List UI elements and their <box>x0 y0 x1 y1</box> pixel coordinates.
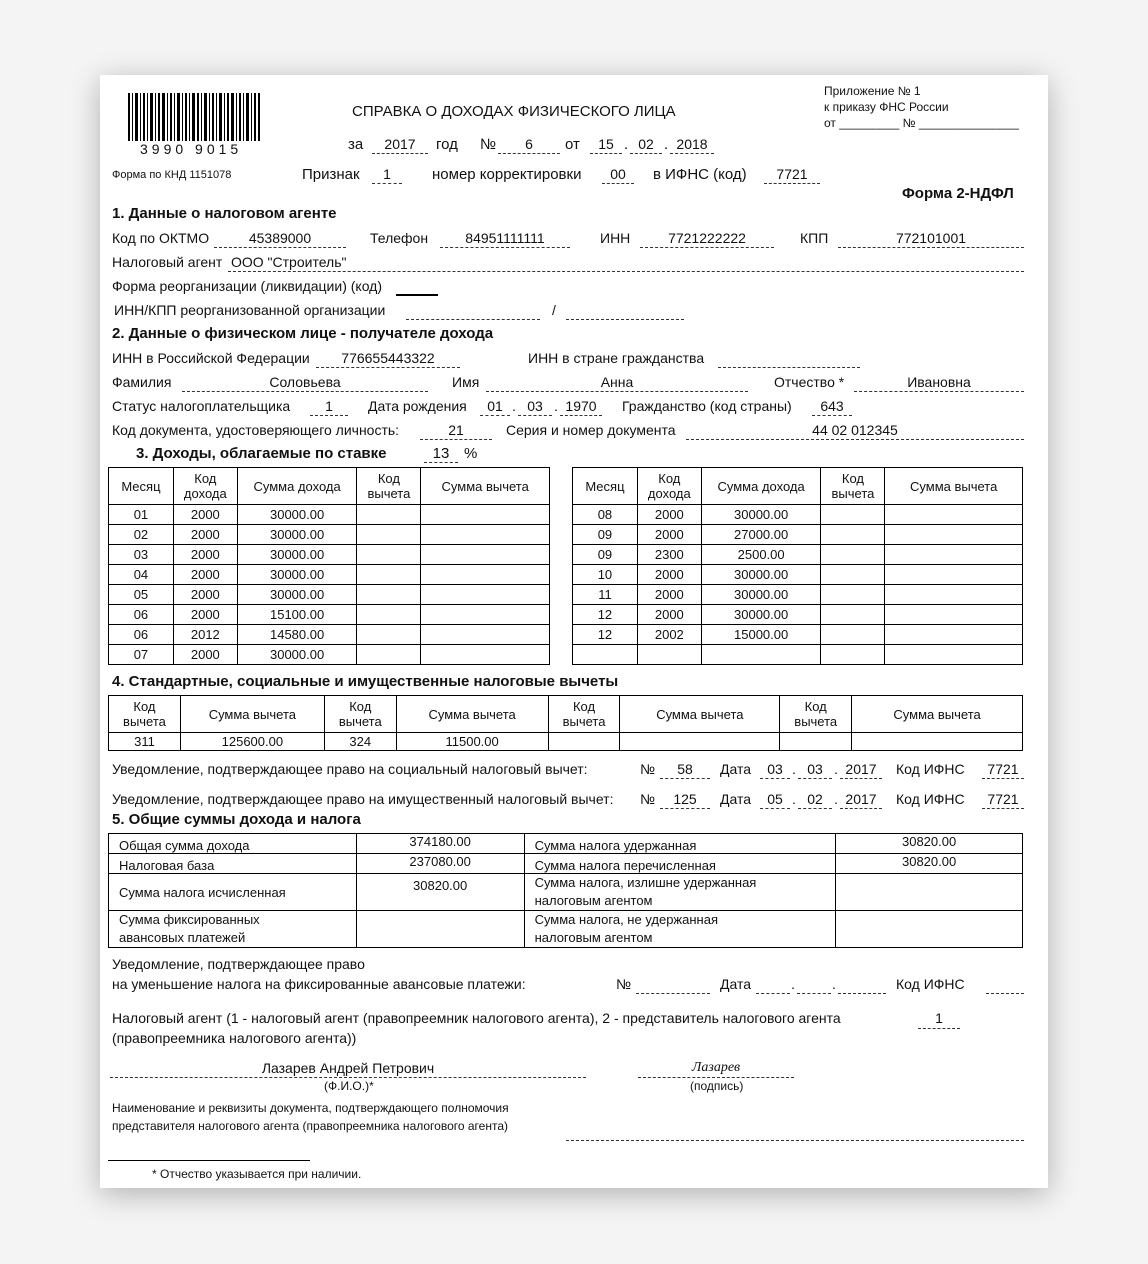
agent-type-line-2: (правопреемника налогового агента)) <box>112 1030 357 1046</box>
table-row <box>573 525 1023 545</box>
income-left-cell[interactable] <box>421 625 550 645</box>
income-left-cell[interactable]: 2000 <box>173 505 237 525</box>
income-left-cell[interactable]: 30000.00 <box>237 545 357 565</box>
agent-label: Налоговый агент <box>112 254 223 270</box>
tax-calc-label: Сумма налога исчисленная <box>109 874 357 911</box>
social-notice-ifns[interactable]: 7721 <box>987 761 1019 777</box>
form-name: Форма 2-НДФЛ <box>902 185 1014 202</box>
rate-pct: % <box>464 445 478 462</box>
deduction-header-4: Код вычета <box>548 696 620 733</box>
doc-code-value[interactable]: 21 <box>448 422 464 438</box>
income-left-cell[interactable]: 05 <box>109 585 174 605</box>
income-right-cell[interactable] <box>821 565 885 585</box>
income-left-cell[interactable] <box>421 605 550 625</box>
authority-doc-line-2: представителя налогового агента (правопреемника налогового агента) <box>112 1119 508 1133</box>
page-title: СПРАВКА О ДОХОДАХ ФИЗИЧЕСКОГО ЛИЦА <box>352 103 676 120</box>
income-left-cell[interactable] <box>357 505 421 525</box>
income-left-cell[interactable]: 03 <box>109 545 174 565</box>
income-right-cell[interactable]: 2002 <box>637 625 701 645</box>
totals-table <box>108 833 1023 948</box>
income-right-cell[interactable] <box>821 585 885 605</box>
income-left-cell[interactable] <box>421 545 550 565</box>
section-2-title: 2. Данные о физическом лице - получателе дохода <box>112 325 494 342</box>
income-right-cell[interactable]: 30000.00 <box>701 585 821 605</box>
table-row <box>573 545 1023 565</box>
ifns-value[interactable]: 7721 <box>776 166 808 182</box>
citizenship-label: Гражданство (код страны) <box>622 398 792 414</box>
deductions-table <box>108 695 1023 751</box>
appendix-line-3: от _________ № _______________ <box>824 116 1019 130</box>
table-row <box>573 605 1023 625</box>
property-notice-label: Уведомление, подтверждающее право на имущественный налоговый вычет: <box>112 791 614 807</box>
excess-label: Сумма налога, излишне удержанная налоговым агентом <box>524 874 836 911</box>
income-left-cell[interactable]: 01 <box>109 505 174 525</box>
deduction-cell[interactable]: 311 <box>109 733 181 751</box>
income-right-cell[interactable] <box>821 505 885 525</box>
property-notice-month[interactable]: 02 <box>807 791 823 807</box>
income-left-cell[interactable]: 30000.00 <box>237 565 357 585</box>
god-label: год <box>436 136 458 153</box>
income-right-header-1: Код дохода <box>637 468 701 505</box>
not-withheld-value[interactable] <box>836 911 1023 948</box>
table-row <box>573 565 1023 585</box>
deduction-header-6: Код вычета <box>780 696 852 733</box>
income-left-cell[interactable] <box>421 585 550 605</box>
advance-notice-day[interactable] <box>756 993 790 994</box>
income-right-cell[interactable] <box>885 605 1023 625</box>
tax-calc-value[interactable]: 30820.00 <box>356 874 524 911</box>
withheld-value[interactable]: 30820.00 <box>836 834 1023 854</box>
oktmo-value[interactable]: 45389000 <box>248 230 312 246</box>
income-right-cell[interactable]: 2300 <box>637 545 701 565</box>
status-label: Статус налогоплательщика <box>112 398 291 414</box>
table-row <box>109 525 550 545</box>
income-left-cell[interactable] <box>357 585 421 605</box>
income-left-cell[interactable]: 2012 <box>173 625 237 645</box>
phone-label: Телефон <box>370 230 429 246</box>
table-row <box>109 585 550 605</box>
income-left-cell[interactable]: 15100.00 <box>237 605 357 625</box>
income-table-right <box>572 467 1023 665</box>
excess-value[interactable] <box>836 874 1023 911</box>
deduction-cell[interactable] <box>852 733 1023 751</box>
income-left-cell[interactable]: 2000 <box>173 525 237 545</box>
income-left-header-2: Сумма дохода <box>237 468 357 505</box>
social-notice-label: Уведомление, подтверждающее право на социальный налоговый вычет: <box>112 761 588 777</box>
income-left-cell[interactable]: 2000 <box>173 565 237 585</box>
authority-doc-line-1: Наименование и реквизиты документа, подтверждающего полномочия <box>112 1101 509 1115</box>
deduction-header-5: Сумма вычета <box>620 696 780 733</box>
barcode-number: 3990 9015 <box>140 141 243 157</box>
za-label: за <box>348 136 364 153</box>
income-right-header-3: Код вычета <box>821 468 885 505</box>
section-5-title: 5. Общие суммы дохода и налога <box>112 811 361 828</box>
date-year[interactable]: 2018 <box>676 136 708 152</box>
income-right-cell[interactable]: 2500.00 <box>701 545 821 565</box>
table-row <box>109 505 550 525</box>
advance-notice-line-2: на уменьшение налога на фиксированные авансовые платежи: <box>112 976 526 992</box>
income-right-cell[interactable] <box>821 625 885 645</box>
fixed-payments-label: Сумма фиксированных авансовых платежей <box>109 911 357 948</box>
income-left-cell[interactable]: 06 <box>109 625 174 645</box>
property-notice-day[interactable]: 05 <box>767 791 783 807</box>
income-right-cell[interactable] <box>821 525 885 545</box>
income-left-cell[interactable]: 30000.00 <box>237 505 357 525</box>
income-right-cell[interactable]: 2000 <box>637 565 701 585</box>
inn-foreign-label: ИНН в стране гражданства <box>528 350 705 366</box>
income-right-cell[interactable]: 30000.00 <box>701 505 821 525</box>
tax-base-label: Налоговая база <box>109 854 357 874</box>
income-right-cell[interactable] <box>885 525 1023 545</box>
property-notice-ifns[interactable]: 7721 <box>987 791 1019 807</box>
income-right-header-4: Сумма вычета <box>885 468 1023 505</box>
kpp-label: КПП <box>800 230 829 246</box>
signer-fio[interactable]: Лазарев Андрей Петрович <box>261 1060 435 1076</box>
income-left-cell[interactable] <box>421 565 550 585</box>
income-right-cell[interactable] <box>573 645 638 665</box>
reorg-label: Форма реорганизации (ликвидации) (код) <box>112 278 383 294</box>
table-row <box>109 565 550 585</box>
income-right-cell[interactable]: 12 <box>573 625 638 645</box>
total-income-label: Общая сумма дохода <box>109 834 357 854</box>
reorg-code-field[interactable] <box>396 294 438 296</box>
income-right-cell[interactable]: 2000 <box>637 525 701 545</box>
citizenship-value[interactable]: 643 <box>820 398 844 414</box>
income-right-cell[interactable]: 2000 <box>637 505 701 525</box>
income-right-cell[interactable] <box>885 545 1023 565</box>
ot-label: от <box>565 136 580 153</box>
income-right-cell[interactable]: 11 <box>573 585 638 605</box>
income-left-cell[interactable]: 30000.00 <box>237 585 357 605</box>
income-left-header-0: Месяц <box>109 468 174 505</box>
reorg-kpp-field[interactable] <box>566 319 684 320</box>
deduction-cell[interactable] <box>780 733 852 751</box>
social-notice-number[interactable]: 58 <box>677 761 693 777</box>
transferred-value[interactable]: 30820.00 <box>836 854 1023 874</box>
deduction-cell[interactable]: 11500.00 <box>396 733 548 751</box>
property-notice-number[interactable]: 125 <box>673 791 697 807</box>
inn-rf-value[interactable]: 776655443322 <box>341 350 435 366</box>
income-right-cell[interactable]: 09 <box>573 525 638 545</box>
section-4-title: 4. Стандартные, социальные и имущественные налоговые вычеты <box>112 673 619 690</box>
agent-value[interactable]: ООО "Строитель" <box>231 254 347 270</box>
doc-series-value[interactable]: 44 02 012345 <box>812 422 898 438</box>
date-month[interactable]: 02 <box>638 136 654 152</box>
reorg-slash: / <box>552 302 556 318</box>
total-income-value[interactable]: 374180.00 <box>356 834 524 854</box>
income-left-cell[interactable] <box>357 645 421 665</box>
income-table-left <box>108 467 550 665</box>
rate-value[interactable]: 13 <box>432 445 450 462</box>
ifns-label: в ИФНС (код) <box>653 166 747 183</box>
agent-type-value[interactable]: 1 <box>935 1010 943 1026</box>
property-notice-year[interactable]: 2017 <box>845 791 877 807</box>
deduction-header-2: Код вычета <box>324 696 396 733</box>
income-left-cell[interactable]: 02 <box>109 525 174 545</box>
income-right-cell[interactable] <box>821 545 885 565</box>
surname-label: Фамилия <box>112 374 172 390</box>
deduction-cell[interactable]: 125600.00 <box>180 733 324 751</box>
birth-year[interactable]: 1970 <box>565 398 597 414</box>
income-right-cell[interactable]: 10 <box>573 565 638 585</box>
patronymic-value[interactable]: Ивановна <box>907 374 971 390</box>
deduction-header-7: Сумма вычета <box>852 696 1023 733</box>
table-row <box>573 625 1023 645</box>
income-right-cell[interactable] <box>885 505 1023 525</box>
income-left-header-1: Код дохода <box>173 468 237 505</box>
status-value[interactable]: 1 <box>325 398 333 414</box>
table-row <box>109 605 550 625</box>
income-left-cell[interactable] <box>421 525 550 545</box>
knd-code: Форма по КНД 1151078 <box>112 169 232 181</box>
tax-base-value[interactable]: 237080.00 <box>356 854 524 874</box>
deduction-header-1: Сумма вычета <box>180 696 324 733</box>
transferred-label: Сумма налога перечисленная <box>524 854 836 874</box>
table-row <box>109 645 550 665</box>
signature[interactable]: Лазарев <box>691 1060 741 1075</box>
income-right-cell[interactable] <box>885 645 1023 665</box>
deduction-header-3: Сумма вычета <box>396 696 548 733</box>
inn-rf-label: ИНН в Российской Федерации <box>112 350 310 366</box>
deduction-cell[interactable] <box>620 733 780 751</box>
footnote-divider <box>108 1160 310 1161</box>
advance-notice-ifns[interactable] <box>986 993 1024 994</box>
income-right-cell[interactable]: 15000.00 <box>701 625 821 645</box>
income-right-cell[interactable]: 2000 <box>637 605 701 625</box>
withheld-label: Сумма налога удержанная <box>524 834 836 854</box>
priznak-label: Признак <box>302 166 360 183</box>
income-left-cell[interactable] <box>357 565 421 585</box>
fio-caption: (Ф.И.О.)* <box>324 1079 374 1093</box>
income-right-cell[interactable] <box>885 585 1023 605</box>
table-row <box>109 625 550 645</box>
inn-foreign-field[interactable] <box>718 367 860 368</box>
birth-day[interactable]: 01 <box>487 398 503 414</box>
number-value[interactable]: 6 <box>525 136 533 152</box>
patronymic-label: Отчество * <box>774 374 845 390</box>
income-left-cell[interactable] <box>357 605 421 625</box>
priznak-value[interactable]: 1 <box>383 166 391 182</box>
income-right-cell[interactable]: 08 <box>573 505 638 525</box>
korr-value[interactable]: 00 <box>610 166 626 182</box>
income-left-cell[interactable] <box>357 625 421 645</box>
birth-label: Дата рождения <box>368 398 467 414</box>
income-right-cell[interactable]: 12 <box>573 605 638 625</box>
income-right-cell[interactable] <box>701 645 821 665</box>
table-row <box>573 645 1023 665</box>
number-label: № <box>480 136 497 153</box>
ndfl-form-page: 3990 9015 Форма по КНД 1151078 СПРАВКА О ДОХОДАХ ФИЗИЧЕСКОГО ЛИЦА за 2017 год № 6 от 15 . 02 . 2018 Признак 1 номер корректировки 00 в ИФНС (код) 7721 Приложение № 1 к приказу ФНС России от _________ № _______________ Форма 2-НДФЛ 1. Данные о налоговом агенте Код по ОКТМО 45389000 Телефон 84951111111 ИНН 7721222222 КПП 772101001 Налоговый агент ООО "Строитель" Форма реорганизации (ликвидации) (код) ИНН/КПП реорганизованной организации / 2. Данные о физическом лице - получателе дохода ИНН в Российской Федерации 776655443322 ИНН в стране гражданства Фамилия Соловьева Имя Анна Отчество * Ивановна Статус налогоплательщика 1 Дата рождения 01 . 03 . 1970 Гражданство (код страны) 643 Код документа, удостоверяющего личность: 21 Серия и номер документа 44 02 012345 3. Доходы, облагаемые по ставке 13 % Месяц Код дохода Сумма дохода Код вычета Сумма вычета 01 2000 30000.00 02 2000 30000.00 03 2000 30000.00 04 2000 30000.00 05 2000 30000.00 06 2000 15100.00 06 2012 14580.00 07 2000 30000.00 Месяц Код дохода Сумма дохода Код вычета Сумма вычета 08 2000 30000.00 09 2000 27000.00 09 2300 2500.00 10 2000 30000.00 11 2000 30000.00 12 2000 30000.00 12 2002 15000.00 4. Стандартные, социальные и имущественные налоговые вычеты Код вычета Сумма вычета Код вычета Сумма вычета Код вычета Сумма вычета Код вычета Сумма вычета 311 125600.00 324 11500.00 Уведомление, подтверждающее право на социальный налоговый вычет: № 58 Дата 03 . 03 . 2017 Код ИФНС 7721 Уведомление, подтверждающее право на имущественный налоговый вычет: № 125 Дата 05 . 02 . 2017 Код ИФНС 7721 5. Общие суммы дохода и налога Общая сумма дохода 374180.00 Сумма налога удержанная 30820.00 Налоговая база 237080.00 Сумма налога перечисленная 30820.00 Сумма налога исчисленная 30820.00 Сумма налога, излишне удержанная налоговым агентом Сумма фиксированных авансовых платежей Сумма налога, не удержанная налоговым агентом Уведомление, подтверждающее право на уменьшение налога на фиксированные авансовые платежи: № Дата . . Код ИФНС Налоговый агент (1 - налоговый агент (правопреемник налогового агента), 2 - представитель налогового агента (правопреемника налогового агента)) 1 Лазарев Андрей Петрович (Ф.И.О.)* Лазарев (подпись) Наименование и реквизиты документа, подтверждающего полномочия представителя налогового агента (правопреемника налогового агента) * Отчество указывается при наличии. <box>100 75 1048 1188</box>
income-left-cell[interactable]: 2000 <box>173 605 237 625</box>
deduction-cell[interactable] <box>548 733 620 751</box>
doc-label: Код документа, удостоверяющего личность: <box>112 422 400 438</box>
agent-type-line-1: Налоговый агент (1 - налоговый агент (правопреемник налогового агента), 2 - представитель налогового агента <box>112 1010 841 1026</box>
income-left-cell[interactable] <box>357 525 421 545</box>
oktmo-label: Код по ОКТМО <box>112 230 210 246</box>
signature-caption: (подпись) <box>690 1079 744 1093</box>
kpp-value[interactable]: 772101001 <box>895 230 967 246</box>
income-right-cell[interactable]: 30000.00 <box>701 605 821 625</box>
income-right-cell[interactable]: 30000.00 <box>701 565 821 585</box>
income-right-cell[interactable] <box>885 625 1023 645</box>
social-notice-month[interactable]: 03 <box>807 761 823 777</box>
table-row <box>573 505 1023 525</box>
income-left-cell[interactable]: 2000 <box>173 585 237 605</box>
not-withheld-label: Сумма налога, не удержанная налоговым агентом <box>524 911 836 948</box>
advance-notice-year[interactable] <box>838 993 886 994</box>
advance-notice-month[interactable] <box>797 993 831 994</box>
appendix-line-2: к приказу ФНС России <box>824 100 949 114</box>
deduction-header-0: Код вычета <box>109 696 181 733</box>
income-left-cell[interactable]: 04 <box>109 565 174 585</box>
deduction-cell[interactable]: 324 <box>324 733 396 751</box>
income-left-cell[interactable]: 2000 <box>173 545 237 565</box>
income-left-cell[interactable]: 06 <box>109 605 174 625</box>
inn-value[interactable]: 7721222222 <box>668 230 746 246</box>
income-right-header-0: Месяц <box>573 468 638 505</box>
authority-doc-field[interactable] <box>566 1140 1024 1141</box>
income-right-cell[interactable]: 2000 <box>637 585 701 605</box>
name-label: Имя <box>452 374 480 390</box>
phone-value[interactable]: 84951111111 <box>465 230 545 246</box>
doc-series-label: Серия и номер документа <box>506 422 676 438</box>
income-left-cell[interactable] <box>421 505 550 525</box>
income-left-cell[interactable] <box>421 645 550 665</box>
footnote: * Отчество указывается при наличии. <box>152 1167 362 1181</box>
barcode <box>128 93 260 141</box>
income-left-cell[interactable]: 07 <box>109 645 174 665</box>
income-left-header-3: Код вычета <box>357 468 421 505</box>
income-right-header-2: Сумма дохода <box>701 468 821 505</box>
advance-notice-line-1: Уведомление, подтверждающее право <box>112 956 365 972</box>
income-right-cell[interactable]: 27000.00 <box>701 525 821 545</box>
appendix-line-1: Приложение № 1 <box>824 84 921 98</box>
social-notice-year[interactable]: 2017 <box>845 761 877 777</box>
income-left-cell[interactable]: 30000.00 <box>237 645 357 665</box>
year-value[interactable]: 2017 <box>384 136 416 152</box>
social-notice-day[interactable]: 03 <box>767 761 783 777</box>
income-left-cell[interactable]: 14580.00 <box>237 625 357 645</box>
section-1-title: 1. Данные о налоговом агенте <box>112 205 337 222</box>
section-3-title: 3. Доходы, облагаемые по ставке <box>136 445 387 462</box>
name-value[interactable]: Анна <box>600 374 634 390</box>
table-row <box>573 585 1023 605</box>
income-left-cell[interactable]: 30000.00 <box>237 525 357 545</box>
income-right-cell[interactable] <box>885 565 1023 585</box>
reorg-inn-label: ИНН/КПП реорганизованной организации <box>114 302 386 318</box>
income-right-cell[interactable] <box>821 645 885 665</box>
advance-notice-number[interactable] <box>636 993 710 994</box>
table-row <box>109 545 550 565</box>
birth-month[interactable]: 03 <box>527 398 543 414</box>
income-right-cell[interactable] <box>637 645 701 665</box>
income-right-cell[interactable] <box>821 605 885 625</box>
surname-value[interactable]: Соловьева <box>269 374 341 390</box>
income-left-cell[interactable] <box>357 545 421 565</box>
korr-label: номер корректировки <box>432 166 582 183</box>
income-left-header-4: Сумма вычета <box>421 468 550 505</box>
inn-label: ИНН <box>600 230 631 246</box>
income-right-cell[interactable]: 09 <box>573 545 638 565</box>
income-left-cell[interactable]: 2000 <box>173 645 237 665</box>
reorg-inn-field[interactable] <box>406 319 540 320</box>
fixed-payments-value[interactable] <box>356 911 524 948</box>
date-day[interactable]: 15 <box>598 136 614 152</box>
